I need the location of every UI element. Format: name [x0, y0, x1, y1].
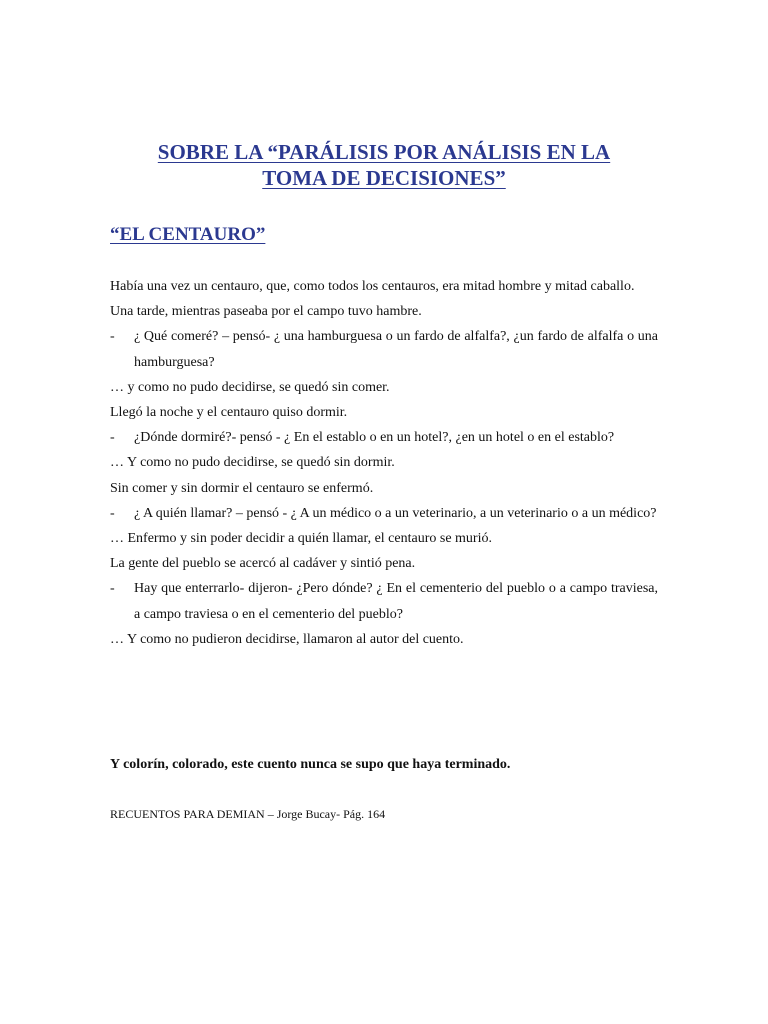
paragraph: La gente del pueblo se acercó al cadáver y sintió pena. — [110, 556, 416, 572]
paragraph: Llegó la noche y el centauro quiso dormir. — [110, 405, 348, 421]
dash-marker: - — [110, 505, 115, 521]
paragraph: … Enfermo y sin poder decidir a quién llamar, el centauro se murió. — [110, 531, 492, 547]
dialogue-item — [110, 576, 658, 626]
source-citation: RECUENTOS PARA DEMIAN – Jorge Bucay- Pág. 164 — [110, 807, 386, 821]
dialogue-text: ¿ A quién llamar? – pensó - ¿ A un médico o a un veterinario, a un veterinario o a un médico? — [134, 505, 657, 521]
paragraph: … Y como no pudo decidirse, se quedó sin dormir. — [110, 455, 395, 471]
paragraph: Había una vez un centauro, que, como todos los centauros, era mitad hombre y mitad caballo. — [110, 279, 635, 294]
closing-line: Y colorín, colorado, este cuento nunca se supo que haya terminado. — [110, 757, 511, 772]
paragraph: Sin comer y sin dormir el centauro se enfermó. — [110, 480, 374, 496]
title-line-2: TOMA DE DECISIONES” — [262, 166, 506, 190]
dialogue-item — [110, 501, 658, 526]
dash-marker: - — [110, 581, 115, 597]
paragraph: Una tarde, mientras paseaba por el campo tuvo hambre. — [110, 304, 422, 320]
dialogue-item — [110, 425, 658, 450]
paragraph: … Y como no pudieron decidirse, llamaron al autor del cuento. — [110, 631, 464, 647]
dialogue-item — [110, 324, 658, 374]
story-subtitle: “EL CENTAURO” — [110, 224, 266, 245]
dialogue-text: Hay que enterrarlo- dijeron- ¿Pero dónde? ¿ En el cementerio del pueblo o a campo traviesa, a campo traviesa o en el cementerio del pueblo? — [134, 581, 658, 622]
dash-marker: - — [110, 329, 115, 345]
document-title — [110, 139, 658, 191]
dash-marker: - — [110, 430, 115, 446]
title-line-1: SOBRE LA “PARÁLISIS POR ANÁLISIS EN LA — [157, 140, 611, 164]
paragraph: … y como no pudo decidirse, se quedó sin comer. — [110, 379, 390, 395]
story-body — [110, 274, 658, 652]
dialogue-text: ¿Dónde dormiré?- pensó - ¿ En el establo o en un hotel?, ¿en un hotel o en el establo? — [134, 430, 615, 446]
dialogue-text: ¿ Qué comeré? – pensó- ¿ una hamburguesa o un fardo de alfalfa?, ¿un fardo de alfalfa o una hamburguesa? — [134, 329, 658, 370]
